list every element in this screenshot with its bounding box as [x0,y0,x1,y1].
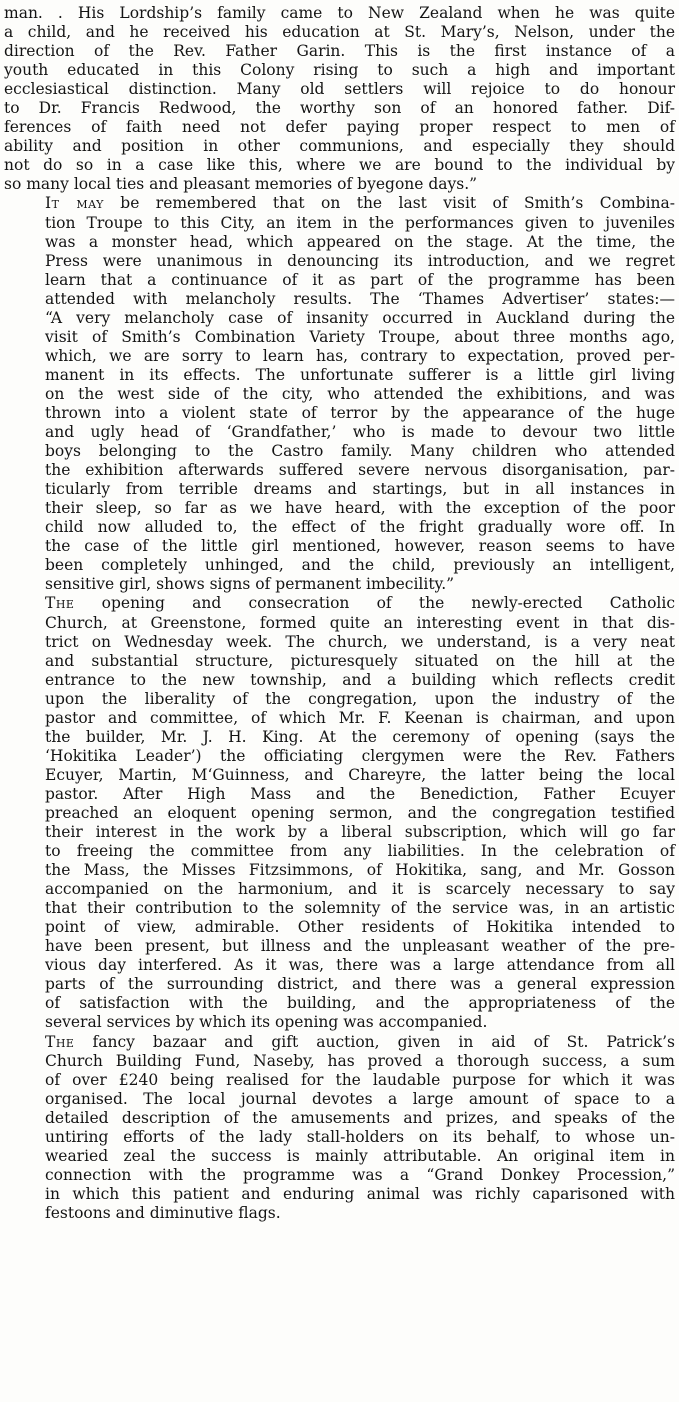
paragraph-lead-words: The [45,594,75,613]
text-line-content: point of view, admirable. Other residents of Hokitika intended to [45,918,675,937]
text-line [4,4,675,23]
text-line-content: Church, at Greenstone, formed quite an interesting event in that dis- [45,613,675,632]
article-paragraph [4,4,675,194]
text-line-content: entrance to the new township, and a building which reflects credit [45,670,675,689]
text-line [4,861,675,880]
text-line-content: be remembered that on the last visit of Smith’s Combina- [103,194,675,213]
text-line-content: wearied zeal the success is mainly attributable. An original item in [45,1146,675,1165]
text-line [4,99,675,118]
text-line [4,309,675,328]
text-line [4,899,675,918]
text-line [4,42,675,61]
text-line [4,1109,675,1128]
text-line-content: pastor and committee, of which Mr. F. Keenan is chairman, and upon [45,708,675,727]
text-line-content: and substantial structure, picturesquely situated on the hill at the [45,651,675,670]
text-line [4,385,675,404]
text-line-content: manent in its effects. The unfortunate sufferer is a little girl living [45,365,675,384]
text-line-content: direction of the Rev. Father Garin. This is the first instance of a [4,42,675,61]
text-line-content: the Mass, the Misses Fitzsimmons, of Hokitika, sang, and Mr. Gosson [45,861,675,880]
text-line [4,518,675,537]
text-line [4,1128,675,1147]
text-line [4,118,675,137]
text-line-content: sensitive girl, shows signs of permanent imbecility.” [45,575,455,594]
text-line-content: connection with the programme was a “Grand Donkey Procession,” [45,1165,675,1184]
text-line [4,690,675,709]
text-line-content: the case of the little girl mentioned, however, reason seems to have [45,537,675,556]
text-line [4,423,675,442]
text-line-content: so many local ties and pleasant memories of byegone days.” [4,175,478,194]
text-line-content: the exhibition afterwards suffered severe nervous disorganisation, par- [45,461,675,480]
text-line-content: and ugly head of ‘Grandfather,’ who is made to devour two little [45,423,675,442]
text-line-content: was a monster head, which appeared on the stage. At the time, the [45,232,675,251]
text-line [4,328,675,347]
text-line-content: Ecuyer, Martin, M‘Guinness, and Chareyre, the latter being the local [45,765,675,784]
article-paragraph [4,594,675,1032]
text-line-content: tion Troupe to this City, an item in the performances given to juveniles [45,213,675,232]
text-line-content: thrown into a violent state of terror by the appearance of the huge [45,403,675,422]
text-line-content: ‘Hokitika Leader’) the officiating clergymen were the Rev. Fathers [45,746,675,765]
text-line-content: trict on Wednesday week. The church, we understand, is a very neat [45,632,675,651]
text-line [4,80,675,99]
text-line [4,785,675,804]
text-line-content: ferences of faith need not defer paying proper respect to men of [4,118,675,137]
text-line-content: a child, and he received his education at St. Mary’s, Nelson, under the [4,23,675,42]
text-line [4,709,675,728]
text-line [4,233,675,252]
text-line [4,271,675,290]
text-line-content: of satisfaction with the building, and the appropriateness of the [45,994,675,1013]
text-line-content: been completely unhinged, and the child, previously an intelligent, [45,556,675,575]
text-line-content: preached an eloquent opening sermon, and the congregation testified [45,803,675,822]
text-line-content: in which this patient and enduring animal was richly caparisoned with [45,1184,675,1203]
text-line-content: man. . His Lordship’s family came to New Zealand when he was quite [4,4,675,22]
text-line [4,175,675,194]
text-line-content: have been present, but illness and the unpleasant weather of the pre- [45,937,675,956]
text-line [4,1147,675,1166]
text-line [4,614,675,633]
text-line [4,766,675,785]
text-line-content: ticularly from terrible dreams and startings, but in all instances in [45,480,675,499]
text-line [4,1052,675,1071]
text-line-content: that their contribution to the solemnity of the service was, in an artistic [45,899,675,918]
text-line [4,994,675,1013]
text-line [4,499,675,518]
text-line-content: learn that a continuance of it as part of the programme has been [45,270,675,289]
text-line [4,1204,675,1223]
text-line [4,1090,675,1109]
text-line-content: several services by which its opening was accompanied. [45,1013,488,1032]
text-line-content: visit of Smith’s Combination Variety Troupe, about three months ago, [45,327,675,346]
text-line [4,442,675,461]
paragraph-lead-words: The [45,1032,75,1051]
article-body [4,4,675,1223]
text-line [4,290,675,309]
text-line-content: on the west side of the city, who attended the exhibitions, and was [45,384,675,403]
text-line-content: to Dr. Francis Redwood, the worthy son of an honored father. Dif- [4,99,675,118]
text-line-content: to freeing the committee from any liabilities. In the celebration of [45,842,675,861]
text-line-content: attended with melancholy results. The ‘Thames Advertiser’ states:— [45,289,675,308]
text-line [4,404,675,423]
text-line-content: their interest in the work by a liberal subscription, which will go far [45,823,675,842]
text-line [4,366,675,385]
text-line-content: child now alluded to, the effect of the fright gradually wore off. In [45,518,675,537]
text-line-content: “A very melancholy case of insanity occurred in Auckland during the [45,308,675,327]
text-line [4,633,675,652]
text-line [4,252,675,271]
text-line [4,480,675,499]
text-line [4,804,675,823]
text-line-content: youth educated in this Colony rising to such a high and important [4,61,675,80]
text-line [4,214,675,233]
text-line [4,652,675,671]
text-line [4,156,675,175]
text-line-content: ability and position in other communions, and especially they should [4,137,675,156]
text-line-content: which, we are sorry to learn has, contrary to expectation, proved per- [45,346,675,365]
text-line-content: festoons and diminutive flags. [45,1203,281,1222]
text-line-content: vious day interfered. As it was, there was a large attendance from all [45,956,675,975]
text-line-content: opening and consecration of the newly-erected Catholic [74,594,675,613]
text-line-content: organised. The local journal devotes a large amount of space to a [45,1089,675,1108]
text-line-content: fancy bazaar and gift auction, given in aid of St. Patrick’s [74,1032,675,1051]
text-line [4,671,675,690]
article-paragraph [4,194,675,594]
text-line [4,461,675,480]
text-line [4,956,675,975]
text-line [4,575,675,594]
text-line [4,23,675,42]
text-line-content: the builder, Mr. J. H. King. At the ceremony of opening (says the [45,727,675,746]
text-line [4,918,675,937]
article-paragraph [4,1033,675,1223]
text-line [4,842,675,861]
text-line [4,1033,675,1052]
text-line-content: ecclesiastical distinction. Many old settlers will rejoice to do honour [4,80,675,99]
text-line-content: of over £240 being realised for the laudable purpose for which it was [45,1070,675,1089]
text-line [4,747,675,766]
text-line-content: parts of the surrounding district, and there was a general expression [45,975,675,994]
text-line [4,347,675,366]
text-line-content: not do so in a case like this, where we are bound to the individual by [4,156,675,175]
text-line [4,537,675,556]
text-line-content: untiring efforts of the lady stall-holders on its behalf, to whose un- [45,1127,675,1146]
text-line [4,975,675,994]
text-line [4,1166,675,1185]
text-line-content: accompanied on the harmonium, and it is scarcely necessary to say [45,880,675,899]
text-line [4,1013,675,1032]
text-line [4,61,675,80]
text-line [4,880,675,899]
text-line-content: detailed description of the amusements and prizes, and speaks of the [45,1108,675,1127]
text-line [4,937,675,956]
text-line [4,1071,675,1090]
text-line-content: Press were unanimous in denouncing its introduction, and we regret [45,251,675,270]
paragraph-lead-words: It may [45,194,104,213]
text-line-content: upon the liberality of the congregation, upon the industry of the [45,689,675,708]
text-line [4,556,675,575]
text-line [4,137,675,156]
text-line [4,194,675,213]
text-line [4,823,675,842]
text-line [4,1185,675,1204]
text-line-content: boys belonging to the Castro family. Many children who attended [45,442,675,461]
text-line-content: pastor. After High Mass and the Benediction, Father Ecuyer [45,784,675,803]
text-line-content: their sleep, so far as we have heard, with the exception of the poor [45,499,675,518]
text-line [4,594,675,613]
text-line [4,728,675,747]
text-line-content: Church Building Fund, Naseby, has proved a thorough success, a sum [45,1051,675,1070]
